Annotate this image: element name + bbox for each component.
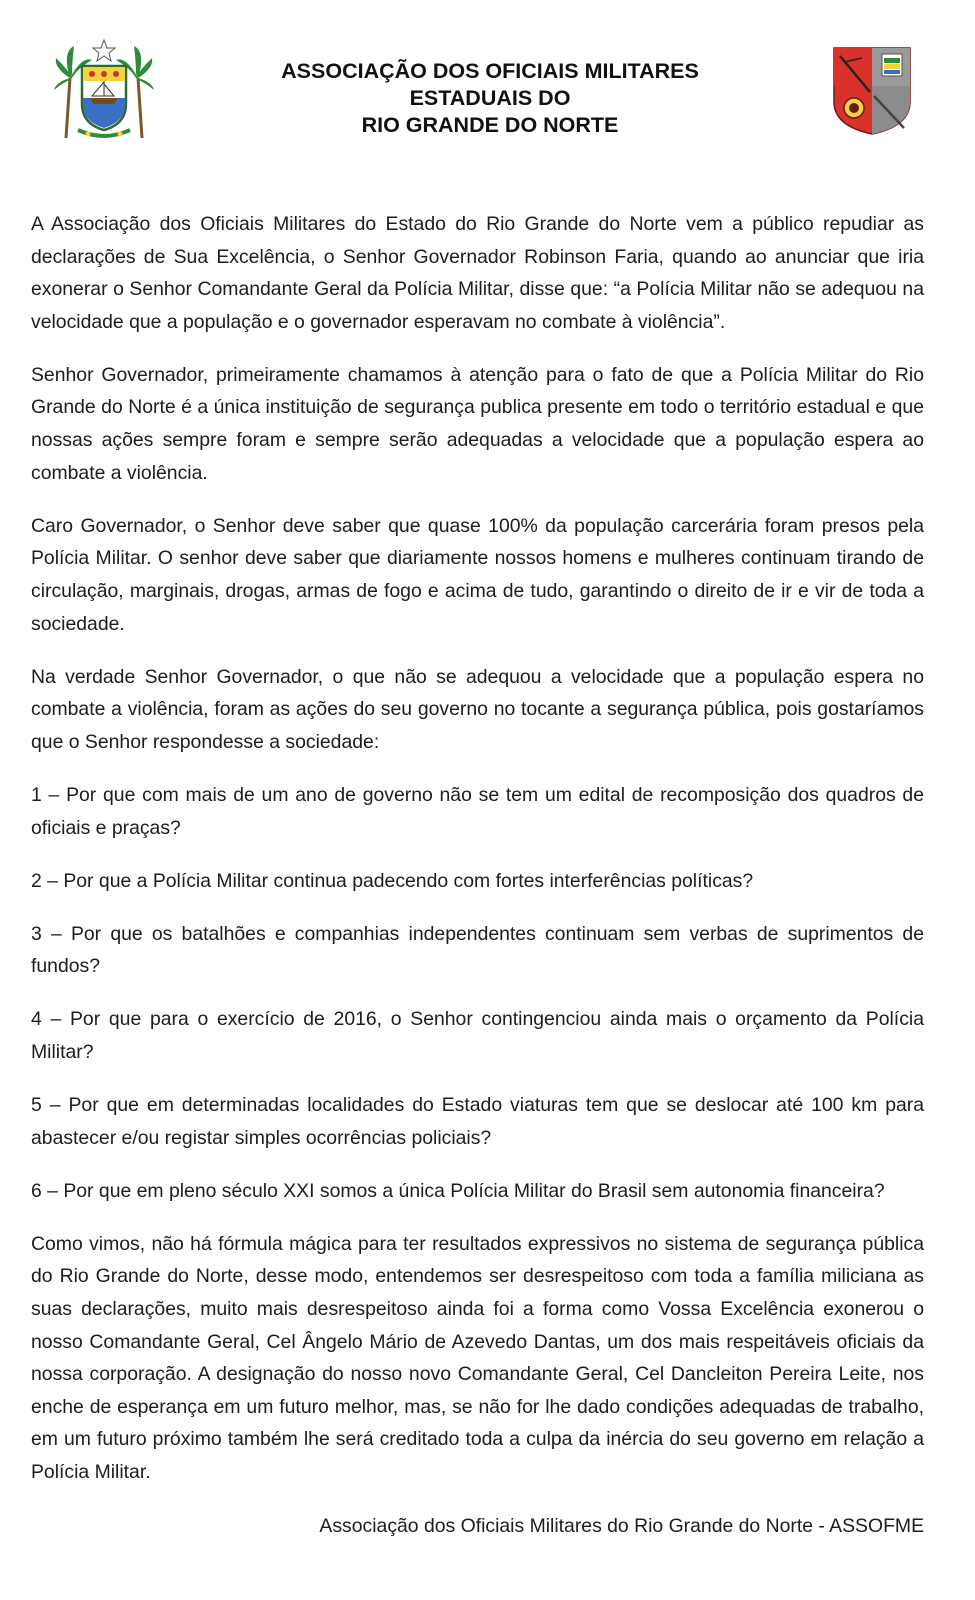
question-3: 3 – Por que os batalhões e companhias independentes continuam sem verbas de suprimentos de fundos?: [31, 922, 924, 978]
letter-body: [31, 208, 924, 1509]
title-line-2: ESTADUAIS DO: [409, 86, 571, 110]
title-line-3: RIO GRANDE DO NORTE: [361, 113, 619, 137]
paragraph-intro: A Associação dos Oficiais Militares do Estado do Rio Grande do Norte vem a público repudiar as declarações de Sua Excelência, o Senhor Governador Robinson Faria, quando ao anunciar que iria exonerar o Senhor Comandante Geral da Polícia Militar, disse que: “a Polícia Militar não se adequou na velocidade que a população e o governador esperavam no combate à violência”.: [31, 213, 924, 333]
paragraph-conclusion: Como vimos, não há fórmula mágica para ter resultados expressivos no sistema de segurança pública do Rio Grande do Norte, desse modo, entendemos ser desrespeitoso com toda a família miliciana as suas declarações, muito mais desrespeitoso ainda foi a forma como Vossa Excelência exonerou o nosso Comandante Geral, Cel Ângelo Mário de Azevedo Dantas, um dos mais respeitáveis oficiais da nossa corporação. A designação do nosso novo Comandante Geral, Cel Dancleiton Pereira Leite, nos enche de esperança em um futuro melhor, mas, se não for lhe dado condições adequadas de trabalho, em um futuro próximo também lhe será creditado toda a culpa da inércia do seu governo em relação a Polícia Militar.: [31, 1232, 924, 1483]
signature-line: Associação dos Oficiais Militares do Rio Grande do Norte - ASSOFME: [319, 1515, 924, 1537]
coat-of-arms-icon: [52, 38, 156, 142]
title-line-1: ASSOCIAÇÃO DOS OFICIAIS MILITARES: [281, 59, 699, 83]
question-4: 4 – Por que para o exercício de 2016, o Senhor contingenciou ainda mais o orçamento da Polícia Militar?: [31, 1008, 924, 1063]
paragraph-governor: Senhor Governador, primeiramente chamamos à atenção para o fato de que a Polícia Militar do Rio Grande do Norte é a única instituição de segurança publica presente em todo o território estadual e que nossas ações sempre foram e sempre serão adequadas a velocidade que a população espera ao combate a violência.: [31, 363, 924, 484]
paragraph-prison-population: Caro Governador, o Senhor deve saber que quase 100% da população carcerária foram presos pela Polícia Militar. O senhor deve saber que diariamente nossos homens e mulheres continuam tirando de circulação, marginais, drogas, armas de fogo e acima de tudo, garantindo o direito de ir e vir de toda a sociedade.: [31, 514, 924, 635]
police-shield-icon: [832, 46, 912, 136]
page-title: [240, 58, 740, 139]
question-5: 5 – Por que em determinadas localidades do Estado viaturas tem que se deslocar até 100 km para abastecer e/ou registar simples ocorrências policiais?: [31, 1094, 924, 1149]
letterhead: [0, 38, 975, 148]
question-1: 1 – Por que com mais de um ano de governo não se tem um edital de recomposição dos quadros de oficiais e praças?: [31, 783, 924, 839]
question-2: 2 – Por que a Polícia Militar continua padecendo com fortes interferências políticas?: [31, 869, 754, 892]
question-6: 6 – Por que em pleno século XXI somos a única Polícia Militar do Brasil sem autonomia financeira?: [31, 1179, 885, 1202]
paragraph-questions-intro: Na verdade Senhor Governador, o que não se adequou a velocidade que a população espera no combate a violência, foram as ações do seu governo no tocante a segurança pública, pois gostaríamos que o Senhor respondesse a sociedade:: [31, 665, 924, 753]
